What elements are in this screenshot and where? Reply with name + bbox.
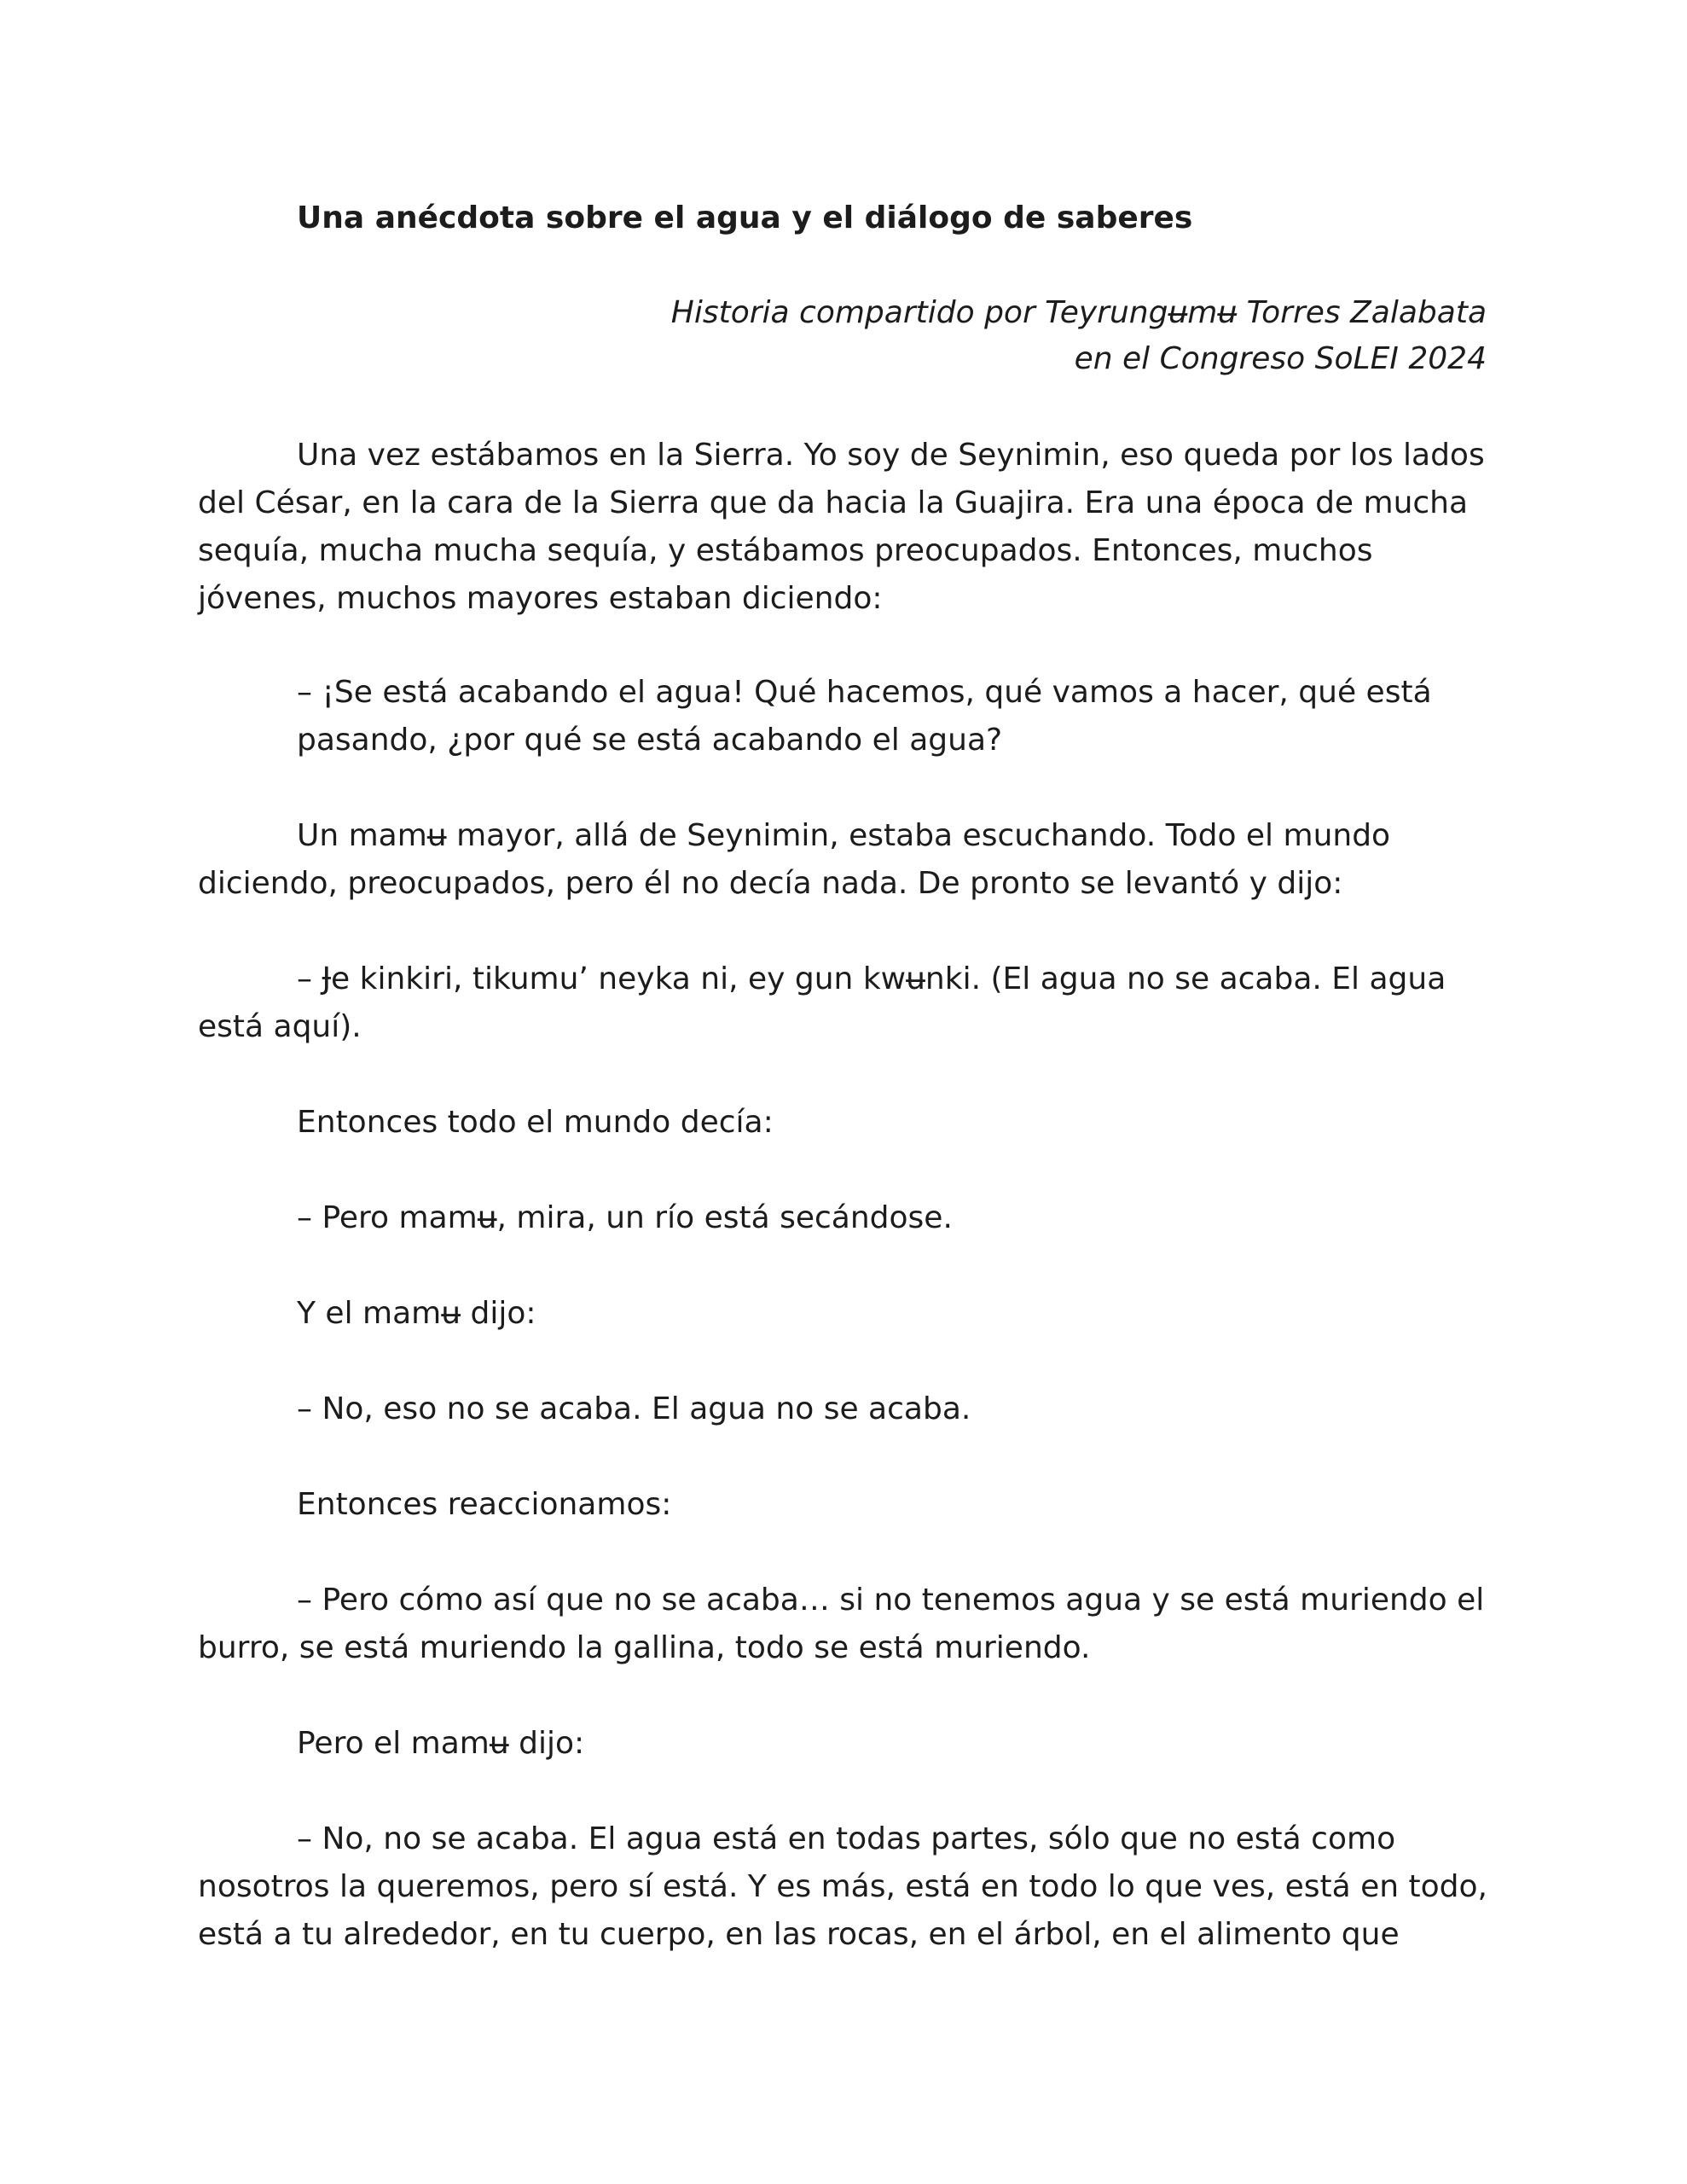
paragraph-water-everywhere: – No, no se acaba. El agua está en todas partes, sólo que no está como nosotros la queremos, pero sí está. Y es más, está en todo lo que ves, está en todo, está a tu alrededor, en tu cuerpo, en las rocas, en el árbol, en el alimento que — [198, 1821, 1487, 1952]
paragraph-mamu-listening: Un mamʉ mayor, allá de Seynimin, estaba escuchando. Todo el mundo diciendo, preocupados, pero él no decía nada. De pronto se levantó y dijo: — [198, 818, 1391, 901]
byline-line-2: en el Congreso SoLEI 2024 — [1074, 341, 1487, 376]
byline-line-1: Historia compartido por Teyrungʉmʉ Torres Zalabata — [670, 295, 1487, 330]
paragraph-mamu-speech: – Ɉe kinkiri, tikumu’ neyka ni, ey gun kwʉnki. (El agua no se acaba. El agua está aquí). — [198, 961, 1446, 1044]
paragraph-we-reacted: Entonces reaccionamos: — [297, 1487, 672, 1522]
paragraph-everyone-said: Entonces todo el mundo decía: — [297, 1105, 774, 1140]
paragraph-river-drying: – Pero mamʉ, mira, un río está secándose. — [297, 1200, 953, 1235]
paragraph-mamu-said: Y el mamʉ dijo: — [297, 1296, 536, 1331]
paragraph-mamu-said-again: Pero el mamʉ dijo: — [297, 1726, 585, 1761]
paragraph-dialogue-youth: – ¡Se está acabando el agua! Qué hacemos, qué vamos a hacer, qué está pasando, ¿por qué se está acabando el agua? — [297, 675, 1432, 758]
byline — [671, 290, 1487, 382]
paragraph-water-not-ending: – No, eso no se acaba. El agua no se acaba. — [297, 1391, 971, 1426]
paragraph-animals-dying: – Pero cómo así que no se acaba… si no tenemos agua y se está muriendo el burro, se está muriendo la gallina, todo se está muriendo. — [198, 1583, 1485, 1665]
document-title: Una anécdota sobre el agua y el diálogo de saberes — [297, 200, 1193, 235]
paragraph-intro: Una vez estábamos en la Sierra. Yo soy de Seynimin, eso queda por los lados del César, en la cara de la Sierra que da hacia la Guajira. Era una época de mucha sequía, mucha mucha sequía, y estábamos preocupados. Entonces, muchos jóvenes, muchos mayores estaban diciendo: — [198, 438, 1485, 616]
